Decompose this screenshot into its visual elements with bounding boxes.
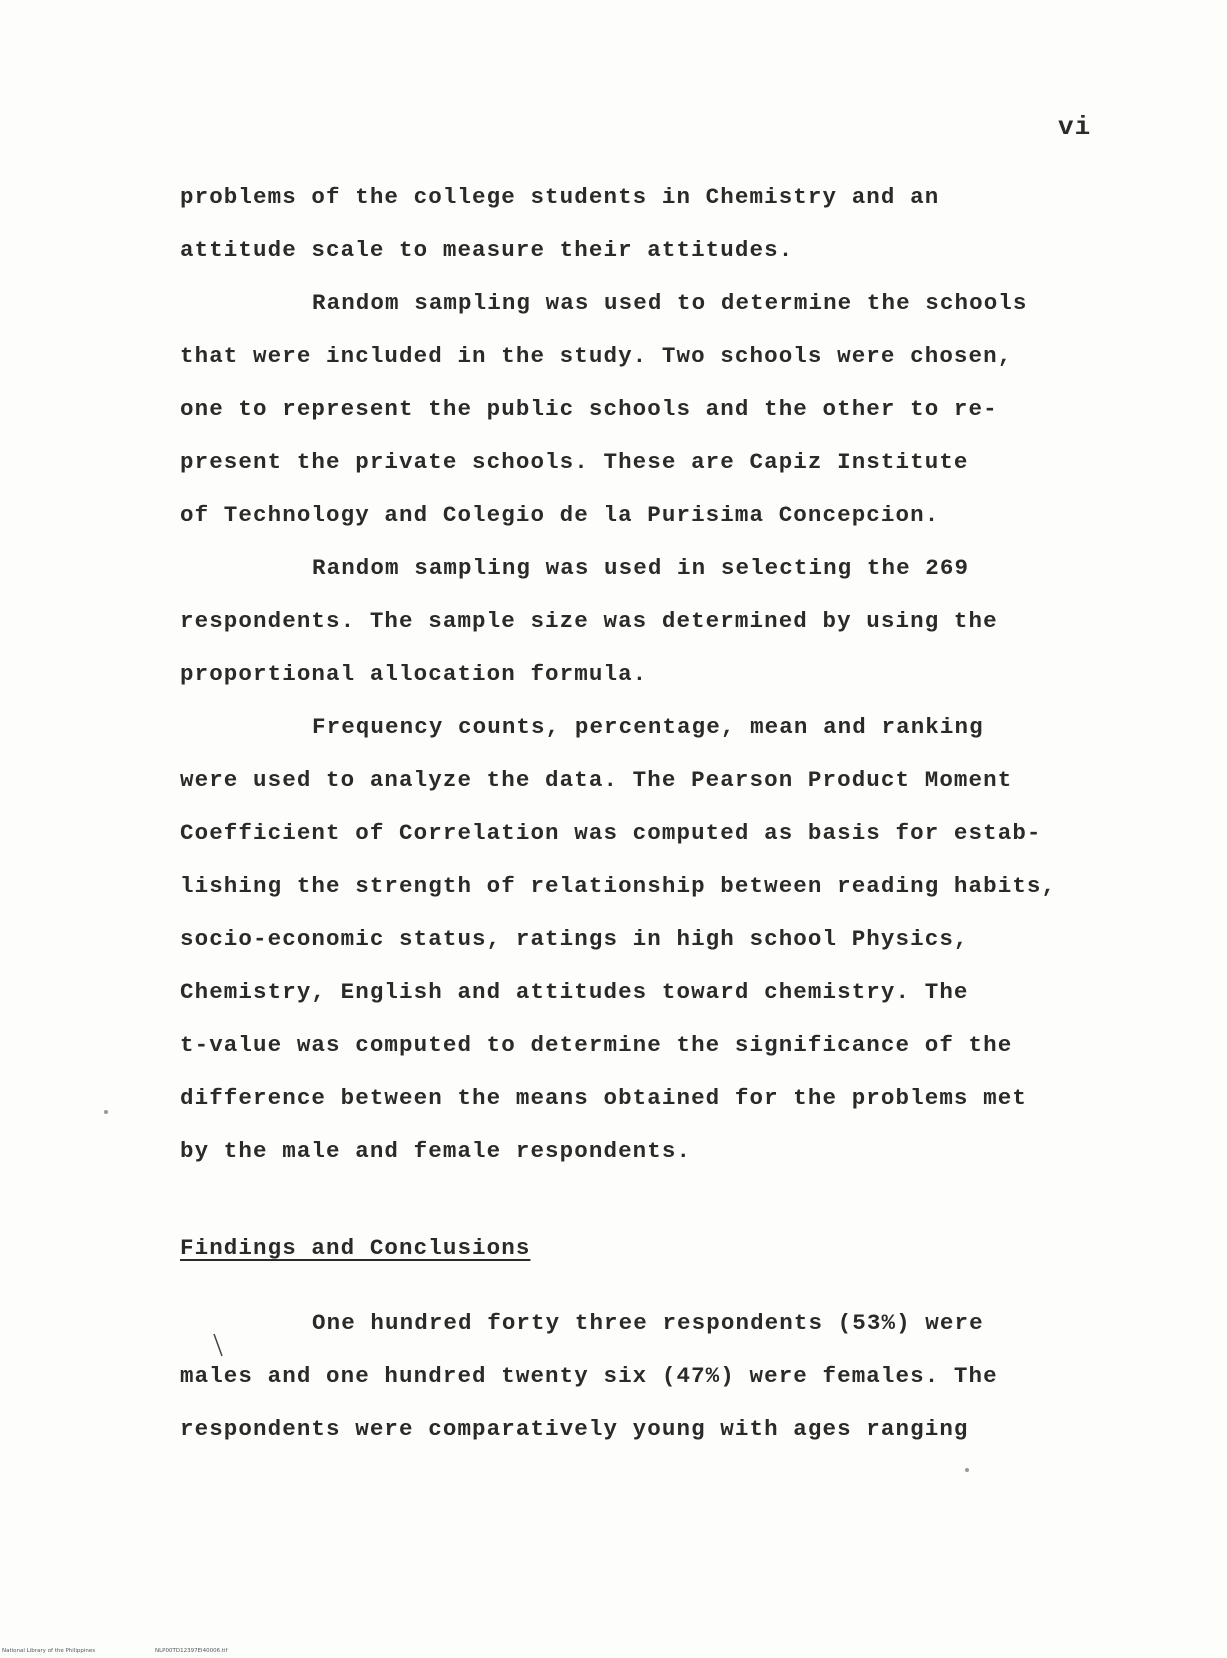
- page-number: vi: [1058, 112, 1092, 142]
- text-line: t-value was computed to determine the significance of the: [180, 1032, 1013, 1058]
- text-line: Coefficient of Correlation was computed as basis for estab-: [180, 820, 1042, 846]
- text-line: Random sampling was used to determine the schools: [312, 290, 1028, 316]
- text-line: that were included in the study. Two schools were chosen,: [180, 343, 1013, 369]
- text-line: present the private schools. These are Capiz Institute: [180, 449, 969, 475]
- text-line: respondents were comparatively young with ages ranging: [180, 1416, 969, 1442]
- text-line: One hundred forty three respondents (53%) were: [312, 1310, 984, 1336]
- text-line: Chemistry, English and attitudes toward chemistry. The: [180, 979, 969, 1005]
- section-heading: Findings and Conclusions: [180, 1235, 531, 1261]
- text-line: were used to analyze the data. The Pearson Product Moment: [180, 767, 1013, 793]
- text-line: proportional allocation formula.: [180, 661, 648, 687]
- text-line: Random sampling was used in selecting the 269: [312, 555, 970, 581]
- scan-mark: [212, 1332, 232, 1362]
- text-line: males and one hundred twenty six (47%) were females. The: [180, 1363, 998, 1389]
- text-line: problems of the college students in Chemistry and an: [180, 184, 940, 210]
- text-line: attitude scale to measure their attitudes.: [180, 237, 794, 263]
- scan-footer: [0, 1646, 1227, 1658]
- footer-library: National Library of the Philippines: [2, 1648, 96, 1654]
- text-line: socio-economic status, ratings in high school Physics,: [180, 926, 969, 952]
- text-line: Frequency counts, percentage, mean and ranking: [312, 714, 984, 740]
- scan-speck: [965, 1468, 969, 1472]
- footer-file-code: NLP00TD12397El40006.tif: [155, 1648, 228, 1654]
- scan-speck: [104, 1110, 108, 1114]
- text-line: by the male and female respondents.: [180, 1138, 692, 1164]
- text-line: of Technology and Colegio de la Purisima Concepcion.: [180, 502, 940, 528]
- text-line: difference between the means obtained for the problems met: [180, 1085, 1027, 1111]
- text-line: lishing the strength of relationship between reading habits,: [180, 873, 1057, 899]
- text-line: one to represent the public schools and the other to re-: [180, 396, 998, 422]
- text-line: respondents. The sample size was determined by using the: [180, 608, 998, 634]
